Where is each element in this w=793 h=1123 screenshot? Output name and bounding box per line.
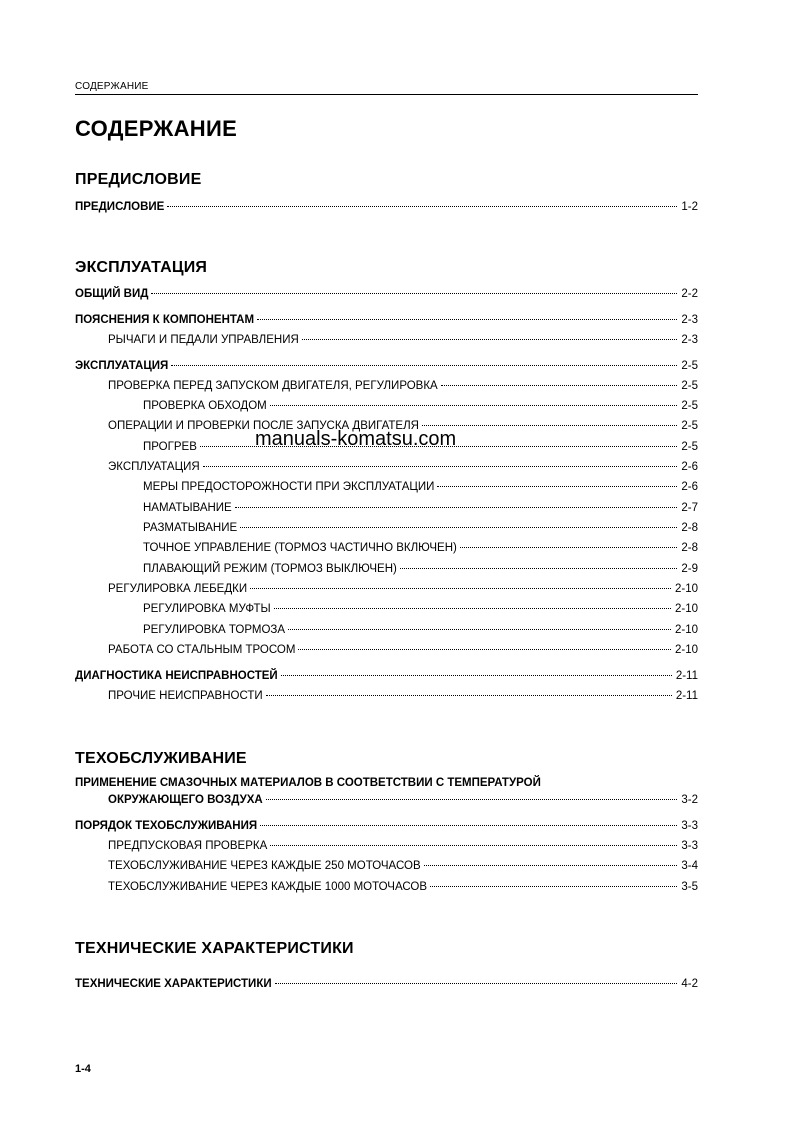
toc-entry-page: 2-11 <box>675 670 698 682</box>
toc-entry[interactable] <box>75 500 698 516</box>
toc-entry-page: 2-7 <box>681 502 698 514</box>
running-header: СОДЕРЖАНИЕ <box>75 81 149 92</box>
section-title-maintenance: ТЕХОБСЛУЖИВАНИЕ <box>75 750 247 767</box>
toc-entry[interactable] <box>75 879 698 895</box>
dot-leader <box>460 547 678 548</box>
toc-entry-text: ПЛАВАЮЩИЙ РЕЖИМ (ТОРМОЗ ВЫКЛЮЧЕН) <box>143 563 397 575</box>
toc-entry[interactable] <box>75 286 698 302</box>
toc-entry-text: ТЕХОБСЛУЖИВАНИЕ ЧЕРЕЗ КАЖДЫЕ 1000 МОТОЧАСОВ <box>108 881 428 893</box>
page-number: 1-4 <box>75 1063 91 1075</box>
page-title: СОДЕРЖАНИЕ <box>75 116 238 141</box>
toc-entry[interactable] <box>75 858 698 874</box>
toc-entry-text: МЕРЫ ПРЕДОСТОРОЖНОСТИ ПРИ ЭКСПЛУАТАЦИИ <box>143 481 435 493</box>
toc-entry-text: ОБЩИЙ ВИД <box>75 288 149 300</box>
dot-leader <box>250 588 671 589</box>
toc-entry-text: ПОЯСНЕНИЯ К КОМПОНЕНТАМ <box>75 314 255 326</box>
dot-leader <box>270 845 677 846</box>
toc-entry-page: 2-5 <box>681 360 698 372</box>
dot-leader <box>281 675 672 676</box>
dot-leader <box>298 649 671 650</box>
toc-entry-page: 2-5 <box>681 441 698 453</box>
toc-entry-page: 2-5 <box>681 400 698 412</box>
toc-entry-text: ПРОЧИЕ НЕИСПРАВНОСТИ <box>108 690 263 702</box>
toc-entry-text: РЕГУЛИРОВКА ЛЕБЕДКИ <box>108 583 248 595</box>
toc-entry-text: ОКРУЖАЮЩЕГО ВОЗДУХА <box>108 794 263 806</box>
toc-entry[interactable] <box>75 838 698 854</box>
toc-entry[interactable] <box>75 199 698 215</box>
toc-entry[interactable] <box>75 668 698 684</box>
toc-entry-text: ТЕХНИЧЕСКИЕ ХАРАКТЕРИСТИКИ <box>75 978 272 990</box>
toc-entry-page: 3-2 <box>681 794 698 806</box>
toc-entry[interactable] <box>75 622 698 638</box>
dot-leader <box>203 466 678 467</box>
toc-entry[interactable] <box>75 561 698 577</box>
dot-leader <box>266 695 672 696</box>
toc-entry-page: 2-8 <box>681 522 698 534</box>
toc-entry-text: НАМАТЫВАНИЕ <box>143 502 232 514</box>
dot-leader <box>437 486 677 487</box>
toc-entry-text: ПРОВЕРКА ПЕРЕД ЗАПУСКОМ ДВИГАТЕЛЯ, РЕГУЛИРОВКА <box>108 380 438 392</box>
toc-entry[interactable] <box>75 688 698 704</box>
toc-entry-page: 2-5 <box>681 380 698 392</box>
toc-entry-page: 2-3 <box>681 334 698 346</box>
toc-entry[interactable] <box>75 818 698 834</box>
dot-leader <box>151 293 677 294</box>
dot-leader <box>302 339 678 340</box>
section-title-operation: ЭКСПЛУАТАЦИЯ <box>75 259 208 276</box>
toc-entry-text: РЕГУЛИРОВКА МУФТЫ <box>143 603 271 615</box>
toc-entry-text: ОПЕРАЦИИ И ПРОВЕРКИ ПОСЛЕ ЗАПУСКА ДВИГАТЕЛЯ <box>108 420 419 432</box>
toc-entry-page: 2-10 <box>674 603 698 615</box>
toc-entry-text: ПРОВЕРКА ОБХОДОМ <box>143 400 267 412</box>
watermark: manuals-komatsu.com <box>255 428 457 450</box>
dot-leader <box>430 886 677 887</box>
toc-entry-text: ЭКСПЛУАТАЦИЯ <box>75 360 169 372</box>
toc-entry-text: ПРЕДИСЛОВИЕ <box>75 201 165 213</box>
dot-leader <box>235 507 678 508</box>
section-title-specs: ТЕХНИЧЕСКИЕ ХАРАКТЕРИСТИКИ <box>75 940 354 957</box>
toc-entry-text: РАЗМАТЫВАНИЕ <box>143 522 238 534</box>
toc-entry-page: 3-3 <box>681 820 698 832</box>
toc-entry-page: 2-8 <box>681 542 698 554</box>
dot-leader <box>260 825 677 826</box>
toc-entry[interactable] <box>75 601 698 617</box>
dot-leader <box>441 385 678 386</box>
toc-entry-text: ТЕХОБСЛУЖИВАНИЕ ЧЕРЕЗ КАЖДЫЕ 250 МОТОЧАСОВ <box>108 860 421 872</box>
toc-entry-text: ТОЧНОЕ УПРАВЛЕНИЕ (ТОРМОЗ ЧАСТИЧНО ВКЛЮЧЕН) <box>143 542 457 554</box>
toc-entry-page: 4-2 <box>681 978 698 990</box>
toc-entry[interactable] <box>75 459 698 475</box>
toc-entry-page: 2-10 <box>674 644 698 656</box>
toc-entry-page: 2-3 <box>681 314 698 326</box>
dot-leader <box>257 319 677 320</box>
toc-entry[interactable] <box>75 642 698 658</box>
toc-entry-page: 3-5 <box>681 881 698 893</box>
toc-entry-page: 3-3 <box>681 840 698 852</box>
toc-entry[interactable] <box>75 540 698 556</box>
toc-entry-page: 2-10 <box>674 583 698 595</box>
dot-leader <box>274 608 671 609</box>
toc-entry[interactable] <box>75 479 698 495</box>
dot-leader <box>240 527 677 528</box>
header-rule <box>75 94 698 95</box>
toc-entry[interactable] <box>75 398 698 414</box>
dot-leader <box>288 629 671 630</box>
toc-entry-page: 3-4 <box>681 860 698 872</box>
toc-entry-page: 2-6 <box>681 461 698 473</box>
toc-entry-text: РЫЧАГИ И ПЕДАЛИ УПРАВЛЕНИЯ <box>108 334 299 346</box>
toc-entry-text: ПОРЯДОК ТЕХОБСЛУЖИВАНИЯ <box>75 820 258 832</box>
toc-entry-page: 1-2 <box>681 201 698 213</box>
dot-leader <box>270 405 678 406</box>
dot-leader <box>275 983 678 984</box>
dot-leader <box>424 865 678 866</box>
toc-entry[interactable] <box>75 792 698 808</box>
dot-leader <box>171 365 677 366</box>
toc-entry[interactable] <box>75 358 698 374</box>
toc-entry-page: 2-11 <box>675 690 698 702</box>
toc-entry-page: 2-10 <box>674 624 698 636</box>
toc-entry-text: ПРОГРЕВ <box>143 441 197 453</box>
toc-entry-text-line1[interactable]: ПРИМЕНЕНИЕ СМАЗОЧНЫХ МАТЕРИАЛОВ В СООТВЕТСТВИИ С ТЕМПЕРАТУРОЙ <box>75 777 541 789</box>
toc-entry-text: ЭКСПЛУАТАЦИЯ <box>108 461 200 473</box>
toc-entry-page: 2-6 <box>681 481 698 493</box>
dot-leader <box>266 799 678 800</box>
toc-entry-text: РЕГУЛИРОВКА ТОРМОЗА <box>143 624 286 636</box>
toc-entry-text: ПРЕДПУСКОВАЯ ПРОВЕРКА <box>108 840 268 852</box>
toc-entry[interactable] <box>75 332 698 348</box>
toc-entry-text: РАБОТА СО СТАЛЬНЫМ ТРОСОМ <box>108 644 296 656</box>
toc-entry[interactable] <box>75 581 698 597</box>
toc-entry-page: 2-5 <box>681 420 698 432</box>
toc-entry-page: 2-9 <box>681 563 698 575</box>
dot-leader <box>167 206 677 207</box>
toc-entry-text: ДИАГНОСТИКА НЕИСПРАВНОСТЕЙ <box>75 670 278 682</box>
toc-entry[interactable] <box>75 378 698 394</box>
toc-entry-page: 2-2 <box>681 288 698 300</box>
dot-leader <box>422 425 677 426</box>
dot-leader <box>400 568 678 569</box>
toc-entry[interactable] <box>75 520 698 536</box>
toc-entry[interactable] <box>75 976 698 992</box>
section-title-preface: ПРЕДИСЛОВИЕ <box>75 171 202 188</box>
toc-entry[interactable] <box>75 312 698 328</box>
